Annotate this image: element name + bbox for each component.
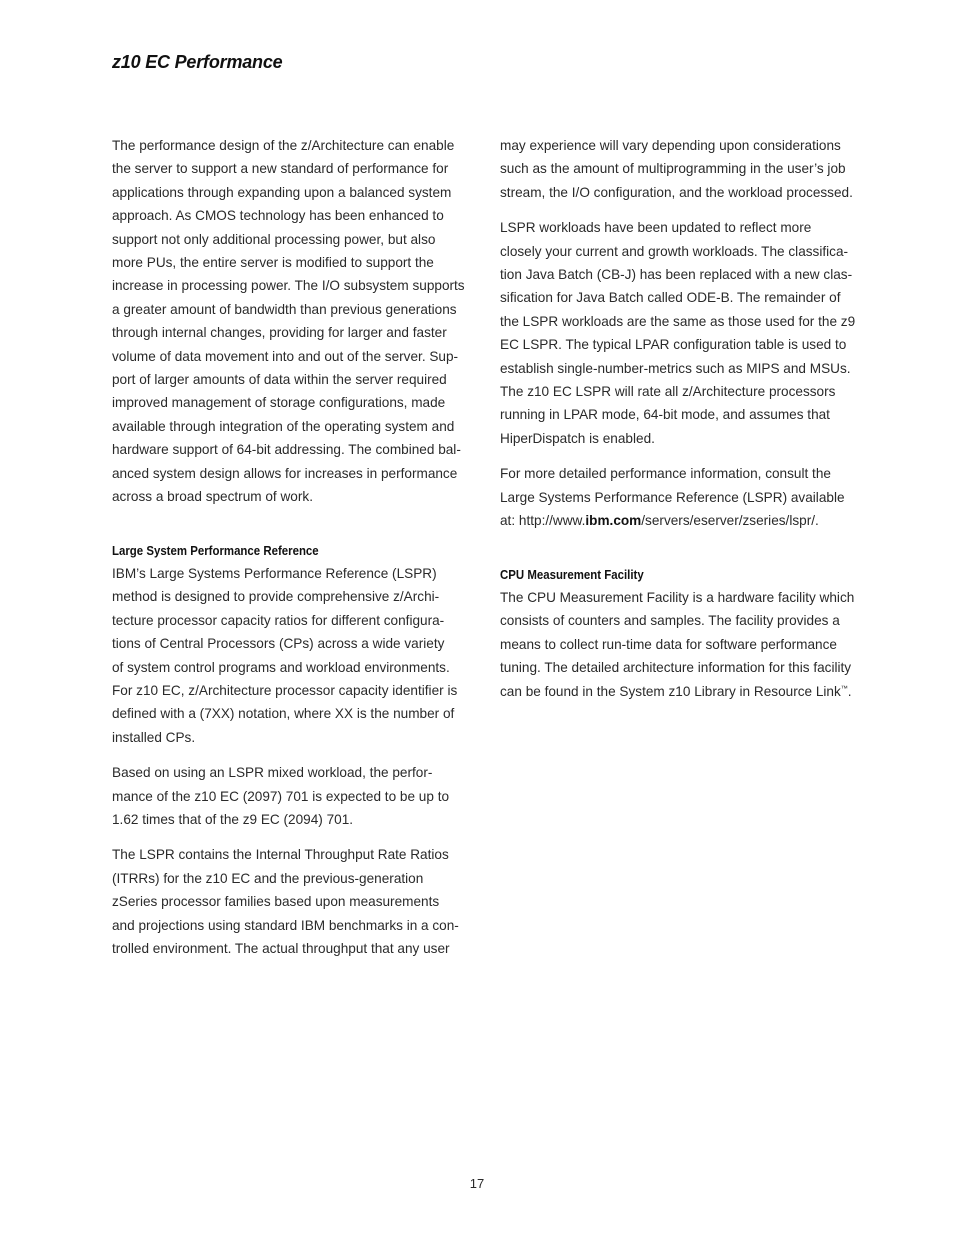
- trademark-symbol: ™: [840, 685, 848, 692]
- right-column: [500, 134, 876, 715]
- lspr-url-text: /servers/eserver/zseries/lspr/.: [641, 513, 819, 529]
- cpu-measurement-end: .: [847, 683, 852, 699]
- cpu-measurement-section: [500, 563, 876, 703]
- cpu-measurement-paragraph: [500, 586, 876, 703]
- more-info-paragraph: [500, 462, 876, 532]
- intro-paragraph: The performance design of the z/Architecture can enable the server to support a new standard of performance for applications through expanding upon a balanced system approach. As CMOS technology has been enhanced to support not only additional processing power, but also more PUs, the entire server is modified to support the increase in processing power. The I/O subsystem supports a greater amount of bandwidth than previous generations through internal changes, providing for larger and faster volume of data movement into and out of the server. Sup- port of larger amounts of data within the server required improved management of storage configurations, made available through integration of the operating system and hardware support of 64-bit addressing. The combined bal- anced system design allows for increases in performance across a broad spectrum of work.: [112, 138, 465, 505]
- workloads-paragraph: LSPR workloads have been updated to reflect more closely your current and growth workloads. The classifica- tion Java Batch (CB-J) has been replaced with a new clas- sification for Java Batch called ODE-B. The remainder of the LSPR workloads are the same as those used for the z9 EC LSPR. The typical LPAR configuration table is used to establish single-number-metrics such as MIPS and MSUs. The z10 EC LSPR will rate all z/Architecture processors running in LPAR mode, 64-bit mode, and assumes that HiperDispatch is enabled.: [500, 220, 856, 446]
- left-column: [112, 134, 484, 972]
- cpu-measurement-heading: CPU Measurement Facility: [500, 566, 644, 582]
- page-title: z10 EC Performance: [112, 52, 283, 72]
- lspr-section: [112, 539, 484, 961]
- lspr-paragraph-2: Based on using an LSPR mixed workload, the perfor- mance of the z10 EC (2097) 701 is expected to be up to 1.62 times that of the z9 EC (2094) 701.: [112, 765, 450, 827]
- lspr-paragraph-3: The LSPR contains the Internal Throughput Rate Ratios (ITRRs) for the z10 EC and the previous-generation zSeries processor families based upon measurements and projections using standard IBM benchmarks in a con- trolled environment. The actual throughput that any user: [112, 847, 459, 956]
- lspr-heading: Large System Performance Reference: [112, 542, 319, 558]
- cpu-measurement-text: The CPU Measurement Facility is a hardware facility which consists of counters and samples. The facility provides a means to collect run-time data for software performance tuning. The detailed architecture information for this facility can be found in the System z10 Library in Resource Link: [500, 589, 855, 699]
- page-number: 17: [469, 1176, 485, 1191]
- more-info-text: For more detailed performance information, consult the Large Systems Performance Reference (LSPR) available at: http://www.: [500, 466, 845, 529]
- lspr-paragraph-1: IBM’s Large Systems Performance Reference (LSPR) method is designed to provide comprehensive z/Archi- tecture processor capacity ratios for different configura- tions of Central Processors (CPs) across a wide variety of system control programs and workload environments. For z10 EC, z/Architecture processor capacity identifier is defined with a (7XX) notation, where XX is the number of installed CPs.: [112, 565, 458, 745]
- continuation-paragraph: may experience will vary depending upon considerations such as the amount of multiprogramming in the user’s job stream, the I/O configuration, and the workload processed.: [500, 138, 853, 200]
- ibm-brand-text: ibm.com: [585, 513, 642, 529]
